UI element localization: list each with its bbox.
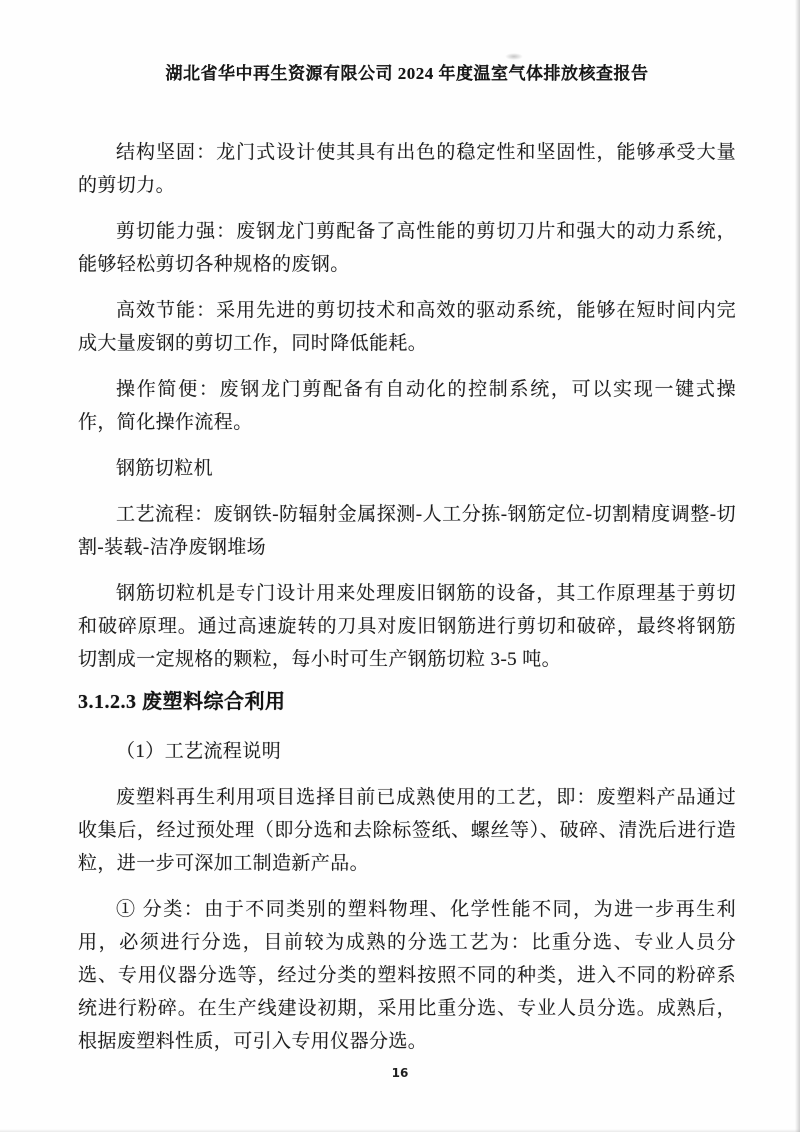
paragraph-plastic-recycling-process: 废塑料再生利用项目选择目前已成熟使用的工艺，即：废塑料产品通过收集后，经过预处理（即分选和去除标签纸、螺丝等）、破碎、清洗后进行造粒，进一步可深加工制造新产品。 xyxy=(78,787,736,874)
paragraph-shearing-capacity: 剪切能力强：废钢龙门剪配备了高性能的剪切刀片和强大的动力系统，能够轻松剪切各种规格的废钢。 xyxy=(78,221,736,275)
paragraph-rebar-cutter-name: 钢筋切粒机 xyxy=(116,458,214,479)
paragraph-easy-operation: 操作简便：废钢龙门剪配备有自动化的控制系统，可以实现一键式操作，简化操作流程。 xyxy=(78,379,736,433)
scan-artifact-smudge xyxy=(505,53,523,60)
paragraph-structure-sturdy: 结构坚固：龙门式设计使其具有出色的稳定性和坚固性，能够承受大量的剪切力。 xyxy=(78,142,736,196)
section-heading-waste-plastic: 3.1.2.3 废塑料综合利用 xyxy=(78,691,286,713)
paragraph-rebar-cutter-description: 钢筋切粒机是专门设计用来处理废旧钢筋的设备，其工作原理基于剪切和破碎原理。通过高速旋转的刀具对废旧钢筋进行剪切和破碎，最终将钢筋切割成一定规格的颗粒，每小时可生产钢筋切粒 3-5 吨。 xyxy=(78,583,736,670)
paragraph-plastic-sorting: ① 分类：由于不同类别的塑料物理、化学性能不同，为进一步再生利用，必须进行分选，目前较为成熟的分选工艺为：比重分选、专业人员分选、专用仪器分选等，经过分类的塑料按照不同的种类，进入不同的粉碎系统进行粉碎。在生产线建设初期，采用比重分选、专业人员分选。成熟后，根据废塑料性质，可引入专用仪器分选。 xyxy=(78,899,736,1052)
paragraph-process-flow-subtitle: （1）工艺流程说明 xyxy=(116,741,282,762)
paragraph-energy-efficiency: 高效节能：采用先进的剪切技术和高效的驱动系统，能够在短时间内完成大量废钢的剪切工作，同时降低能耗。 xyxy=(78,300,736,354)
report-header-title: 湖北省华中再生资源有限公司 2024 年度温室气体排放核查报告 xyxy=(165,64,649,83)
page-number: 16 xyxy=(391,1066,409,1080)
scan-edge-shadow-right xyxy=(795,0,800,1132)
paragraph-process-flow: 工艺流程：废钢铁-防辐射金属探测-人工分拣-钢筋定位-切割精度调整-切割-装载-洁净废钢堆场 xyxy=(78,504,736,558)
